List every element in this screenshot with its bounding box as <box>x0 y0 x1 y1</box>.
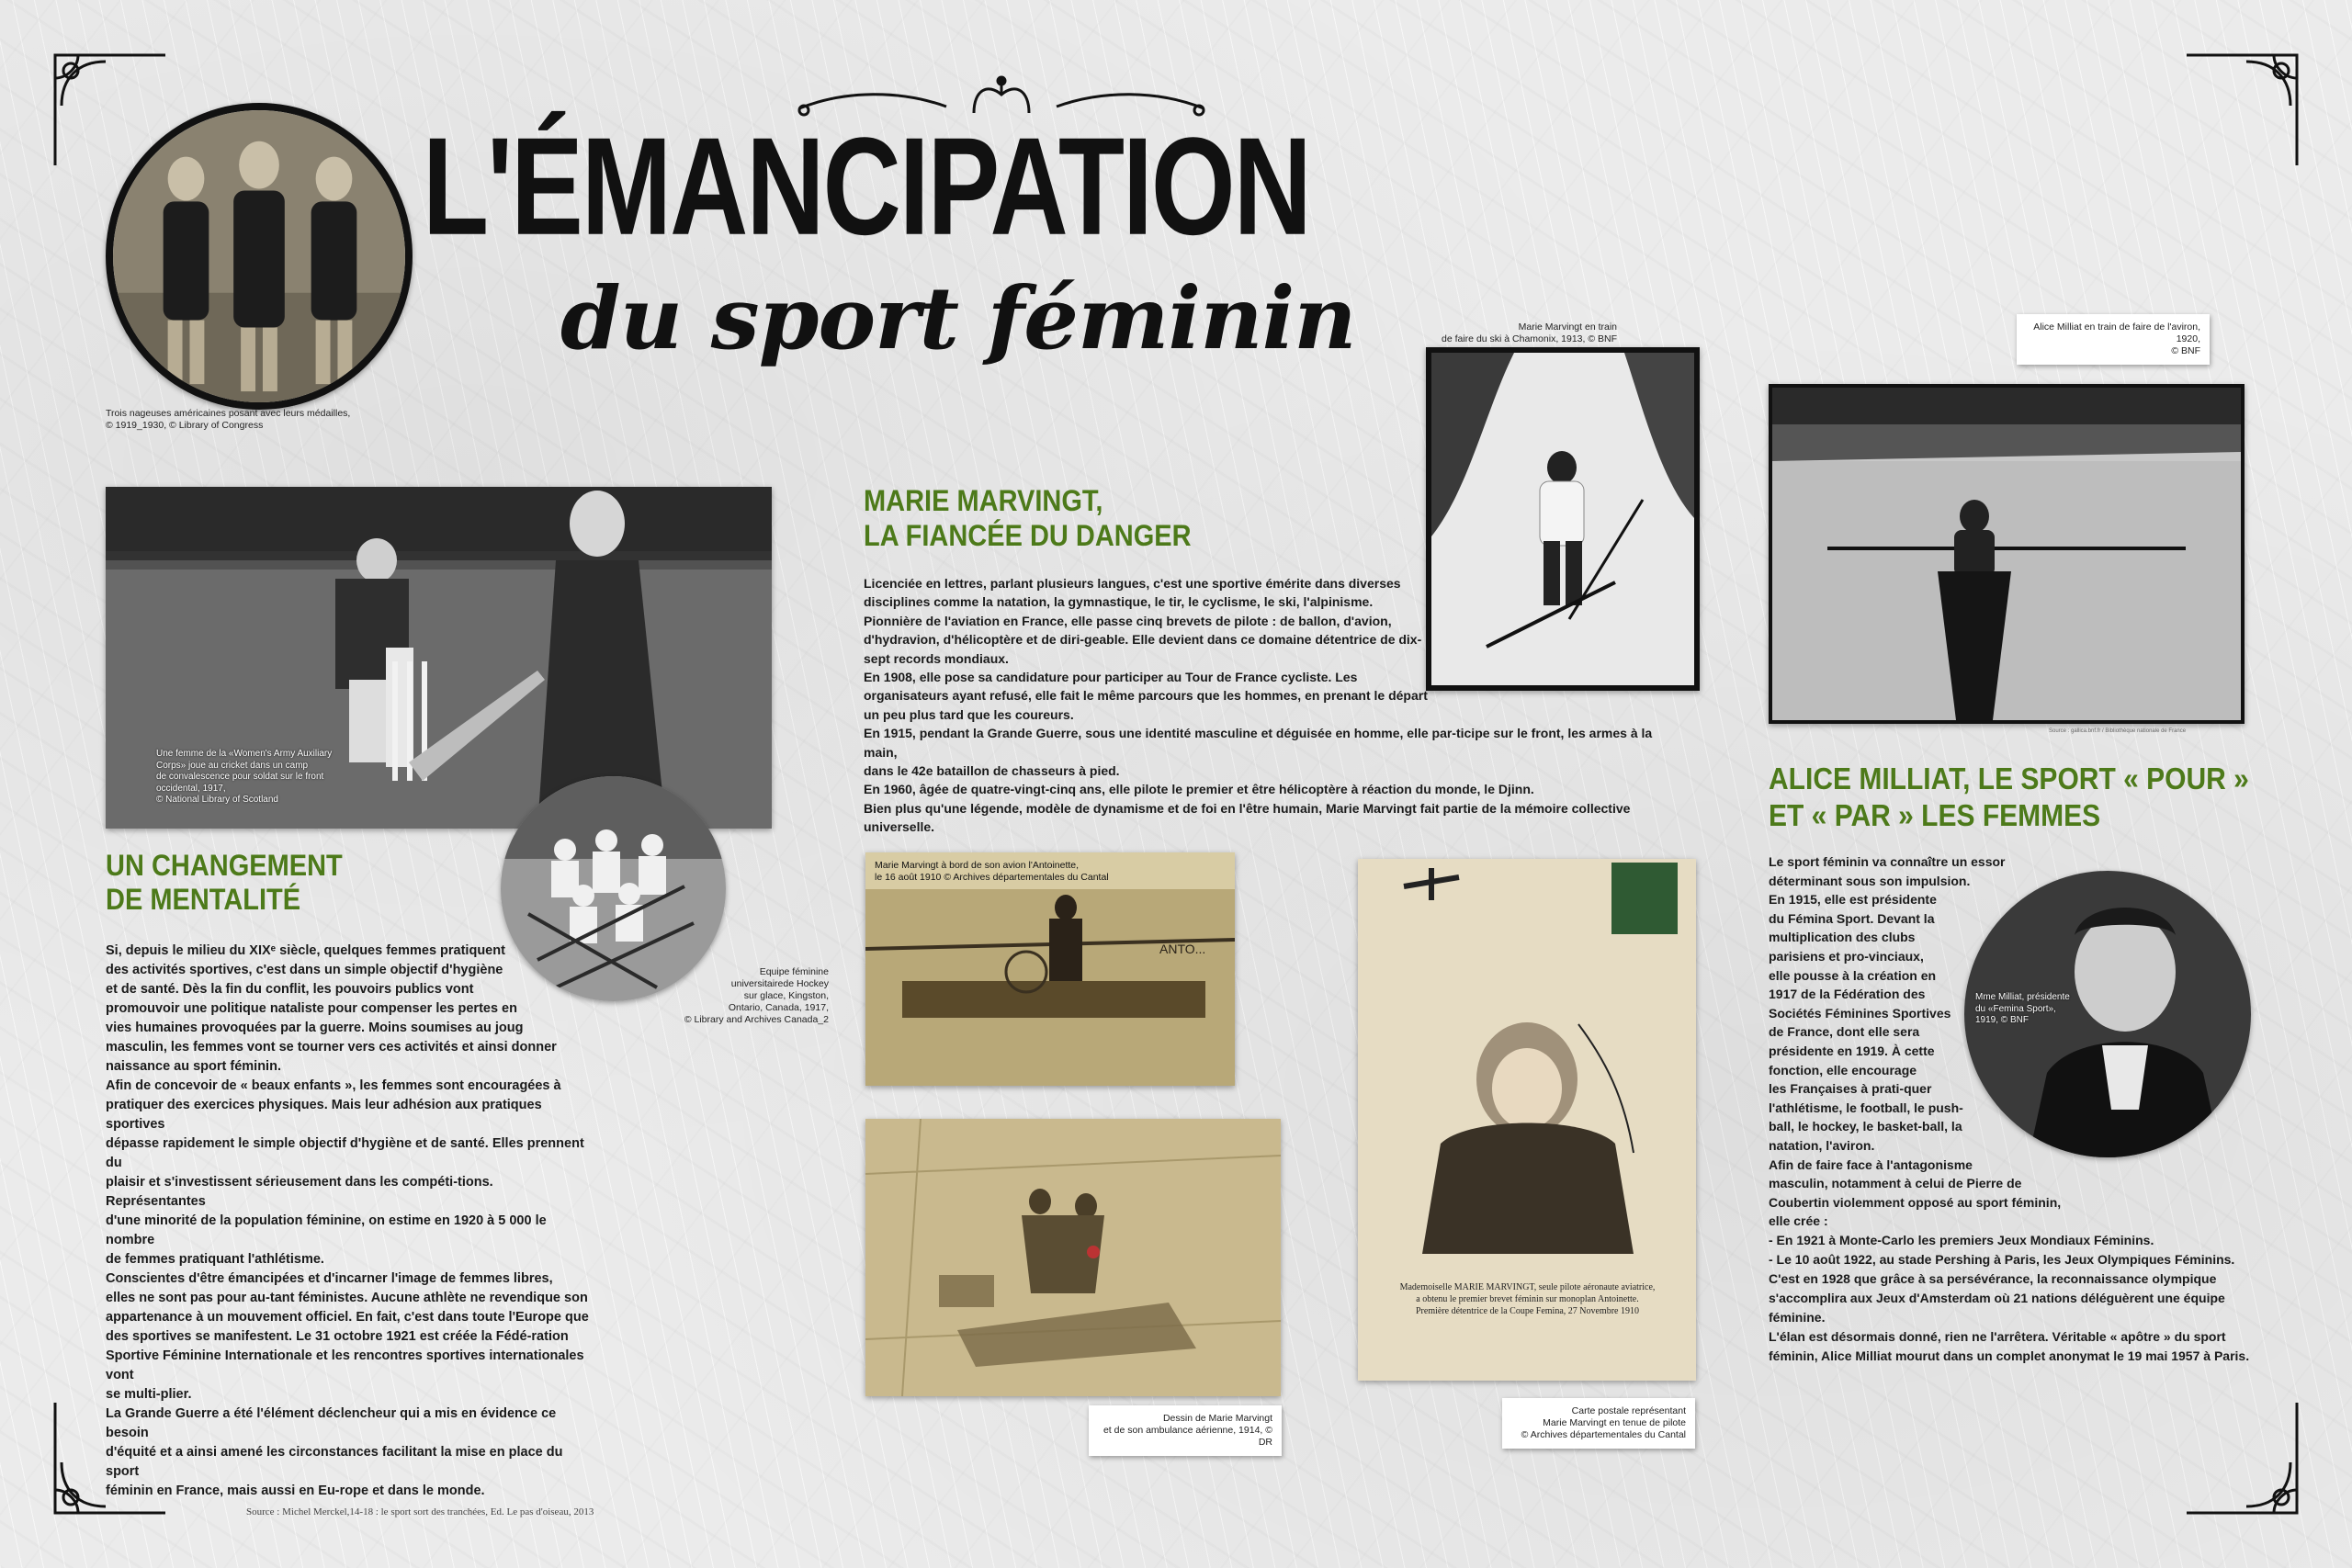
changement-body <box>106 942 593 1501</box>
drawing-caption: Dessin de Marie Marvingt et de son ambulance aérienne, 1914, © DR <box>1089 1405 1282 1456</box>
drawing-photo <box>865 1119 1281 1396</box>
marvingt-heading-line2: LA FIANCÉE DU DANGER <box>864 520 1192 553</box>
milliat-heading-line2: ET « PAR » LES FEMMES <box>1769 799 2101 833</box>
changement-heading-line1: UN CHANGEMENT <box>106 850 343 883</box>
swimmers-caption: Trois nageuses américaines posant avec leurs médailles, © 1919_1930, © Library of Congress <box>106 408 351 431</box>
marvingt-paragraph: En 1960, âgée de quatre-vingt-cinq ans, elle pilote le premier et être hélicoptère à réaction du monde, le Djinn. <box>864 782 1534 797</box>
cricket-caption: Une femme de la «Women's Army Auxiliary Corps» joue au cricket dans un camp de convalescence pour soldat sur le front occidental, 1917, © National Library of Scotland <box>156 749 333 805</box>
changement-paragraph: Afin de concevoir de « beaux enfants », les femmes sont encouragées à pratiquer des exercices physiques. Mais leur adhésion aux pratiques sportives dépasse rapidement le simple objectif d'hygiène et de santé. Elles prennent du plaisir et s'investissent sérieusement dans les compéti-tions. Représentantes d'une minorité de la population féminine, on estime en 1920 à 5 000 le nombre de femmes pratiquant l'athlétisme. <box>106 1078 584 1267</box>
plane-photo <box>865 852 1235 1086</box>
plane-caption-overlay: Marie Marvingt à bord de son avion l'Antoinette, le 16 août 1910 © Archives départementales du Cantal <box>875 860 1109 883</box>
svg-text:ANTO...: ANTO... <box>1159 942 1206 956</box>
changement-paragraph: Si, depuis le milieu du XIXᵉ siècle, quelques femmes pratiquent des activités sportives, c'est dans un simple objectif d'hygiène et de santé. Dès la fin du conflit, les pouvoirs publics vont promouvoir une politique nataliste pour compenser les pertes en vies humaines provoquées par la guerre. Moins soumises au joug masculin, les femmes vont se tourner vers ces activités et ainsi donner naissance au sport féminin. <box>106 943 557 1074</box>
rowing-source: Source : gallica.bnf.fr / Bibliothèque nationale de France <box>2049 728 2187 734</box>
rowing-photo <box>1769 384 2245 724</box>
milliat-caption: Mme Milliat, présidente du «Femina Sport», 1919, © BNF <box>1975 992 2070 1025</box>
rowing-caption: Alice Milliat en train de faire de l'aviron, 1920, © BNF <box>2017 314 2210 365</box>
marvingt-paragraph: Pionnière de l'aviation en France, elle passe cinq brevets de pilote : de ballon, d'avion, d'hydravion, d'hélicoptère et de diri-geable. Elle devient dans ce domaine détentrice de dix- sept records mondiaux. <box>864 613 1422 666</box>
source-footnote: Source : Michel Merckel,14-18 : le sport sort des tranchées, Ed. Le pas d'oiseau, 2013 <box>246 1506 594 1517</box>
milliat-heading-line1: ALICE MILLIAT, LE SPORT « POUR » <box>1769 762 2249 796</box>
swimmers-photo <box>106 103 413 410</box>
marvingt-paragraph: Licenciée en lettres, parlant plusieurs langues, c'est une sportive émérite dans diverses disciplines comme la natation, la gymnastique, le tir, le cyclisme, le ski, l'alpinisme. <box>864 576 1401 610</box>
marvingt-heading-line1: MARIE MARVINGT, <box>864 485 1103 518</box>
corner-ornament-top-right <box>2182 51 2301 170</box>
changement-heading-line2: DE MENTALITÉ <box>106 884 301 917</box>
milliat-body-wide: - En 1921 à Monte-Carlo les premiers Jeux Mondiaux Féminins. - Le 10 août 1922, au stade Pershing à Paris, les Jeux Olympiques Féminins. C'est en 1928 que grâce à sa persévérance, la reconnaissance olympique s'accomplira aux Jeux d'Amsterdam où 21 nations déléguèrent une équipe féminine. L'élan est désormais donné, rien ne l'arrêtera. Véritable « apôtre » du sport féminin, Alice Milliat mourut dans un complet anonymat le 19 mai 1957 à Paris. <box>1769 1233 2250 1363</box>
page-title: L'ÉMANCIPATION <box>423 109 1310 265</box>
page-subtitle: du sport féminin <box>560 268 1356 369</box>
corner-ornament-bottom-right <box>2182 1398 2301 1517</box>
milliat-body-narrow: Le sport féminin va connaître un essor déterminant sous son impulsion. En 1915, elle est présidente du Fémina Sport. Devant la multiplication des clubs parisiens et pro-vinciaux, elle pousse à la création en 1917 de la Fédération des Sociétés Féminines Sportives de France, dont elle sera présidente en 1919. À cette fonction, elle encourage les Françaises à prati-quer l'athlétisme, le football, le push- ball, le hockey, le basket-ball, la natation, l'aviron. Afin de faire face à l'antagonisme masculin, notamment à celui de Pierre de Coubertin violemment opposé au sport féminin, elle crée : <box>1769 854 2062 1229</box>
ski-photo <box>1426 347 1700 691</box>
marvingt-paragraph: Bien plus qu'une légende, modèle de dynamisme et de foi en l'être humain, Marie Marvingt fait partie de la mémoire collective universelle. <box>864 800 1631 835</box>
marvingt-paragraph: En 1908, elle pose sa candidature pour participer au Tour de France cycliste. Les organisateurs ayant refusé, elle fait le même parcours que les hommes, en prenant le départ un peu plus tard que les coureurs. <box>864 670 1428 722</box>
postcard-inscription: Mademoiselle MARIE MARVINGT, seule pilote aéronaute aviatrice, a obtenu le premier brevet féminin sur monoplan Antoinette. Première détentrice de la Coupe Femina, 27 Novembre 1910 <box>1399 1282 1656 1316</box>
hockey-caption: Equipe féminine universitairede Hockey sur glace, Kingston, Ontario, Canada, 1917, © Library and Archives Canada_2 <box>684 966 829 1025</box>
marvingt-paragraph: En 1915, pendant la Grande Guerre, sous une identité masculine et déguisée en homme, elle par-ticipe sur le front, les armes à la main, dans le 42e bataillon de chasseurs à pied. <box>864 726 1653 779</box>
postcard-caption: Carte postale représentant Marie Marvingt en tenue de pilote © Archives départementales du Cantal <box>1502 1398 1695 1449</box>
ski-caption: Marie Marvingt en train de faire du ski à Chamonix, 1913, © BNF <box>1442 321 1617 344</box>
changement-paragraph: La Grande Guerre a été l'élément déclencheur qui a mis en évidence ce besoin d'équité et a ainsi amené les circonstances facilitant la mise en place du sport féminin en France, mais aussi en Eu-rope et dans le monde. <box>106 1406 563 1498</box>
changement-paragraph: Conscientes d'être émancipées et d'incarner l'image de femmes libres, elles ne sont pas pour au-tant féministes. Aucune athlète ne revendique son appartenance à un mouvement officiel. En fait, c'est dans toute l'Europe que des sportives se manifestent. Le 31 octobre 1921 est créée la Fédé-ration Sportive Féminine Internationale et les rencontres sportives internationales vont se multi-plier. <box>106 1271 589 1402</box>
